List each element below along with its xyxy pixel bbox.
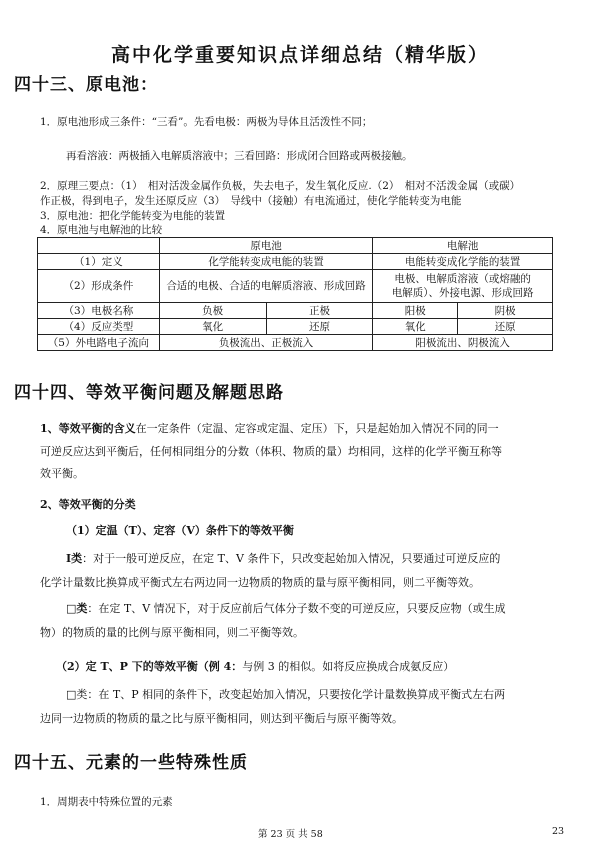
sec44-type3-line-a: □类：在 T、P 相同的条件下，改变起始加入情况，只要按化学计量数换算成平衡式左右两: [66, 688, 506, 701]
table-cell: 电能转变成化学能的装置: [373, 254, 553, 270]
table-cell: 负极: [159, 303, 266, 319]
sec44-paragraph-1b: 可逆反应达到平衡后，任何相同组分的分数（体积、物质的量）均相同，这样的化学平衡互称等: [40, 445, 502, 458]
page-title: 高中化学重要知识点详细总结（精华版）: [110, 44, 489, 66]
row-label: （1）定义: [38, 254, 160, 270]
type-label: Ⅰ类: [66, 552, 83, 565]
sec45-paragraph-1: 1．周期表中特殊位置的元素: [40, 796, 173, 808]
table-cell: 正极: [266, 303, 373, 319]
table-row: [38, 319, 553, 335]
sec44-subheading-2: [56, 658, 454, 674]
table-header-row: [38, 238, 553, 254]
section-45-heading: 四十五、元素的一些特殊性质: [14, 753, 248, 773]
row-label: （4）反应类型: [38, 319, 160, 335]
sec44-text: ：在定 T、V 情况下，对于反应前后气体分子数不变的可逆反应，只要反应物（或生成: [87, 602, 506, 615]
table-cell-line: 电解质）、外接电源、形成回路: [391, 287, 534, 299]
header-electrolytic-cell: 电解池: [373, 238, 553, 254]
row-label: （3）电极名称: [38, 303, 160, 319]
section-44-heading: 四十四、等效平衡问题及解题思路: [14, 383, 284, 403]
row-label: （2）形成条件: [38, 270, 160, 303]
sec44-paragraph-1c: 效平衡。: [40, 467, 84, 480]
sec44-type2-line-a: [66, 600, 506, 616]
table-cell: 阴极: [458, 303, 553, 319]
sec43-paragraph-5: 4．原电池与电解池的比较: [40, 224, 163, 236]
table-cell-line: 电极、电解质溶液（或熔融的: [394, 273, 531, 285]
sec44-type1-line-b: 化学计量数比换算成平衡式左右两边同一边物质的物质的量与原平衡相同，则二平衡等效。: [40, 576, 480, 589]
page-number: 23: [552, 826, 565, 837]
header-primary-cell: 原电池: [159, 238, 373, 254]
table-cell: 氧化: [159, 319, 266, 335]
sec44-text: 在一定条件（定温、定容或定温、定压）下，只是起始加入情况不同的同一: [135, 422, 499, 435]
table-cell: 阳极流出、阴极流入: [373, 335, 553, 351]
table-corner-cell: [38, 238, 160, 254]
sec44-type2-line-b: 物）的物质的量的比例与原平衡相同，则二平衡等效。: [40, 626, 304, 639]
table-row: [38, 270, 553, 303]
table-row: [38, 254, 553, 270]
sec44-paragraph-2: 2、等效平衡的分类: [40, 498, 136, 511]
sec44-type1-line-a: [66, 550, 500, 566]
comparison-table: [37, 237, 553, 351]
table-cell: 还原: [266, 319, 373, 335]
subheading-bold: （2）定 T、P 下的等效平衡（例 4：: [56, 660, 243, 673]
sec43-paragraph-3b: 作正极，得到电子，发生还原反应（3） 导线中（接触）有电流通过，使化学能转变为电能: [40, 195, 462, 207]
table-row: [38, 335, 553, 351]
sec43-paragraph-3a: 2．原理三要点：（1） 相对活泼金属作负极，失去电子，发生氧化反应.（2） 相对不活泼金属（或碳）: [40, 180, 521, 192]
table-cell: 负极流出、正极流入: [159, 335, 373, 351]
sec44-paragraph-1a: [40, 420, 499, 436]
type-label: □类: [66, 602, 88, 615]
sec44-text: ：对于一般可逆反应，在定 T、V 条件下，只改变起始加入情况，只要通过可逆反应的: [82, 552, 501, 565]
table-cell: 阳极: [373, 303, 458, 319]
section-43-heading: 四十三、原电池：: [14, 75, 158, 95]
page-footer-center: 第 23 页 共 58: [258, 829, 323, 840]
sec43-paragraph-1: 1．原电池形成三条件：“三看”。先看电极：两极为导体且活泼性不同；: [40, 116, 373, 128]
table-cell: 氧化: [373, 319, 458, 335]
table-cell: 化学能转变成电能的装置: [159, 254, 373, 270]
sec44-term-bold: 1、等效平衡的含义: [40, 422, 136, 435]
table-cell: [373, 270, 553, 303]
table-cell: 还原: [458, 319, 553, 335]
table-cell: 合适的电极、合适的电解质溶液、形成回路: [159, 270, 373, 303]
sec43-paragraph-4: 3．原电池：把化学能转变为电能的装置: [40, 210, 226, 222]
sec44-subheading-1: （1）定温（T）、定容（V）条件下的等效平衡: [66, 524, 294, 537]
sec44-type3-line-b: 边同一边物质的物质的量之比与原平衡相同，则达到平衡后与原平衡等效。: [40, 712, 403, 725]
sec44-text: 与例 3 的相似。如将反应换成合成氨反应）: [242, 660, 455, 673]
row-label: （5）外电路电子流向: [38, 335, 160, 351]
table-row: [38, 303, 553, 319]
sec43-paragraph-2: 再看溶液：两极插入电解质溶液中；三看回路：形成闭合回路或两极接触。: [66, 150, 413, 162]
